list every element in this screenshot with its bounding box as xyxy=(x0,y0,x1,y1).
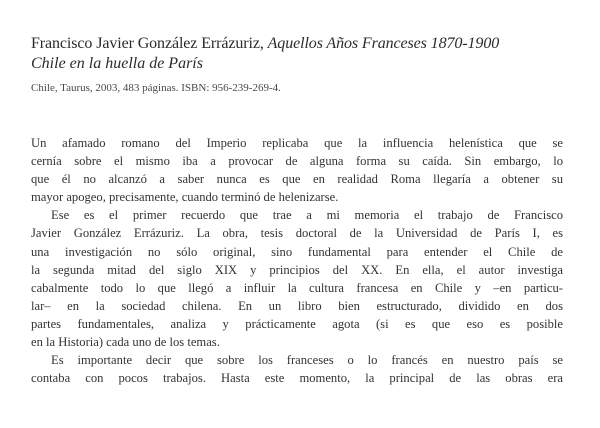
text-line: Es importante decir que sobre los franceses o lo francés en nuestro país se xyxy=(51,353,563,368)
text-line: en la Historia) cada uno de los temas. xyxy=(31,335,220,350)
publication-details: Chile, Taurus, 2003, 483 páginas. ISBN: 956-239-269-4. xyxy=(31,82,281,94)
book-title: Aquellos Años Franceses 1870-1900 xyxy=(267,35,500,52)
text-line: cabalmente todo lo que llegó a influir la cultura francesa en Chile y –en particu- xyxy=(31,280,563,295)
text-line: contaba con pocos trabajos. Hasta este momento, la principal de las obras era xyxy=(31,371,563,386)
text-line: Javier González Errázuriz. La obra, tesis doctoral de la Universidad de París I, es xyxy=(31,226,563,241)
book-author: Francisco Javier González Errázuriz, xyxy=(31,35,268,52)
text-line: una investigación no sólo original, sino fundamental para entender el Chile de xyxy=(31,244,563,259)
text-line: partes fundamentales, analiza y prácticamente agota (si es que eso es posible xyxy=(31,316,563,331)
text-line: lar– en la sociedad chilena. En un libro bien estructurado, dividido en dos xyxy=(31,298,563,313)
book-subtitle: Chile en la huella de París xyxy=(31,55,203,72)
book-header xyxy=(31,34,571,95)
review-body xyxy=(31,134,563,387)
book-author-title-line xyxy=(31,34,571,54)
text-line: Un afamado romano del Imperio replicaba que la influencia helenística que se xyxy=(31,136,563,150)
text-line: que él no alcanzó a saber nunca es que en realidad Roma llegaría a obtener su xyxy=(31,172,563,187)
text-line: cernía sobre el mismo iba a provocar de alguna forma su caída. Sin embargo, lo xyxy=(31,154,563,169)
text-line: Ese es el primer recuerdo que trae a mi memoria el trabajo de Francisco xyxy=(51,208,563,223)
text-line: mayor apogeo, precisamente, cuando terminó de helenizarse. xyxy=(31,190,339,205)
text-line: la segunda mitad del siglo XIX y principios del XX. En ella, el autor investiga xyxy=(31,262,563,277)
